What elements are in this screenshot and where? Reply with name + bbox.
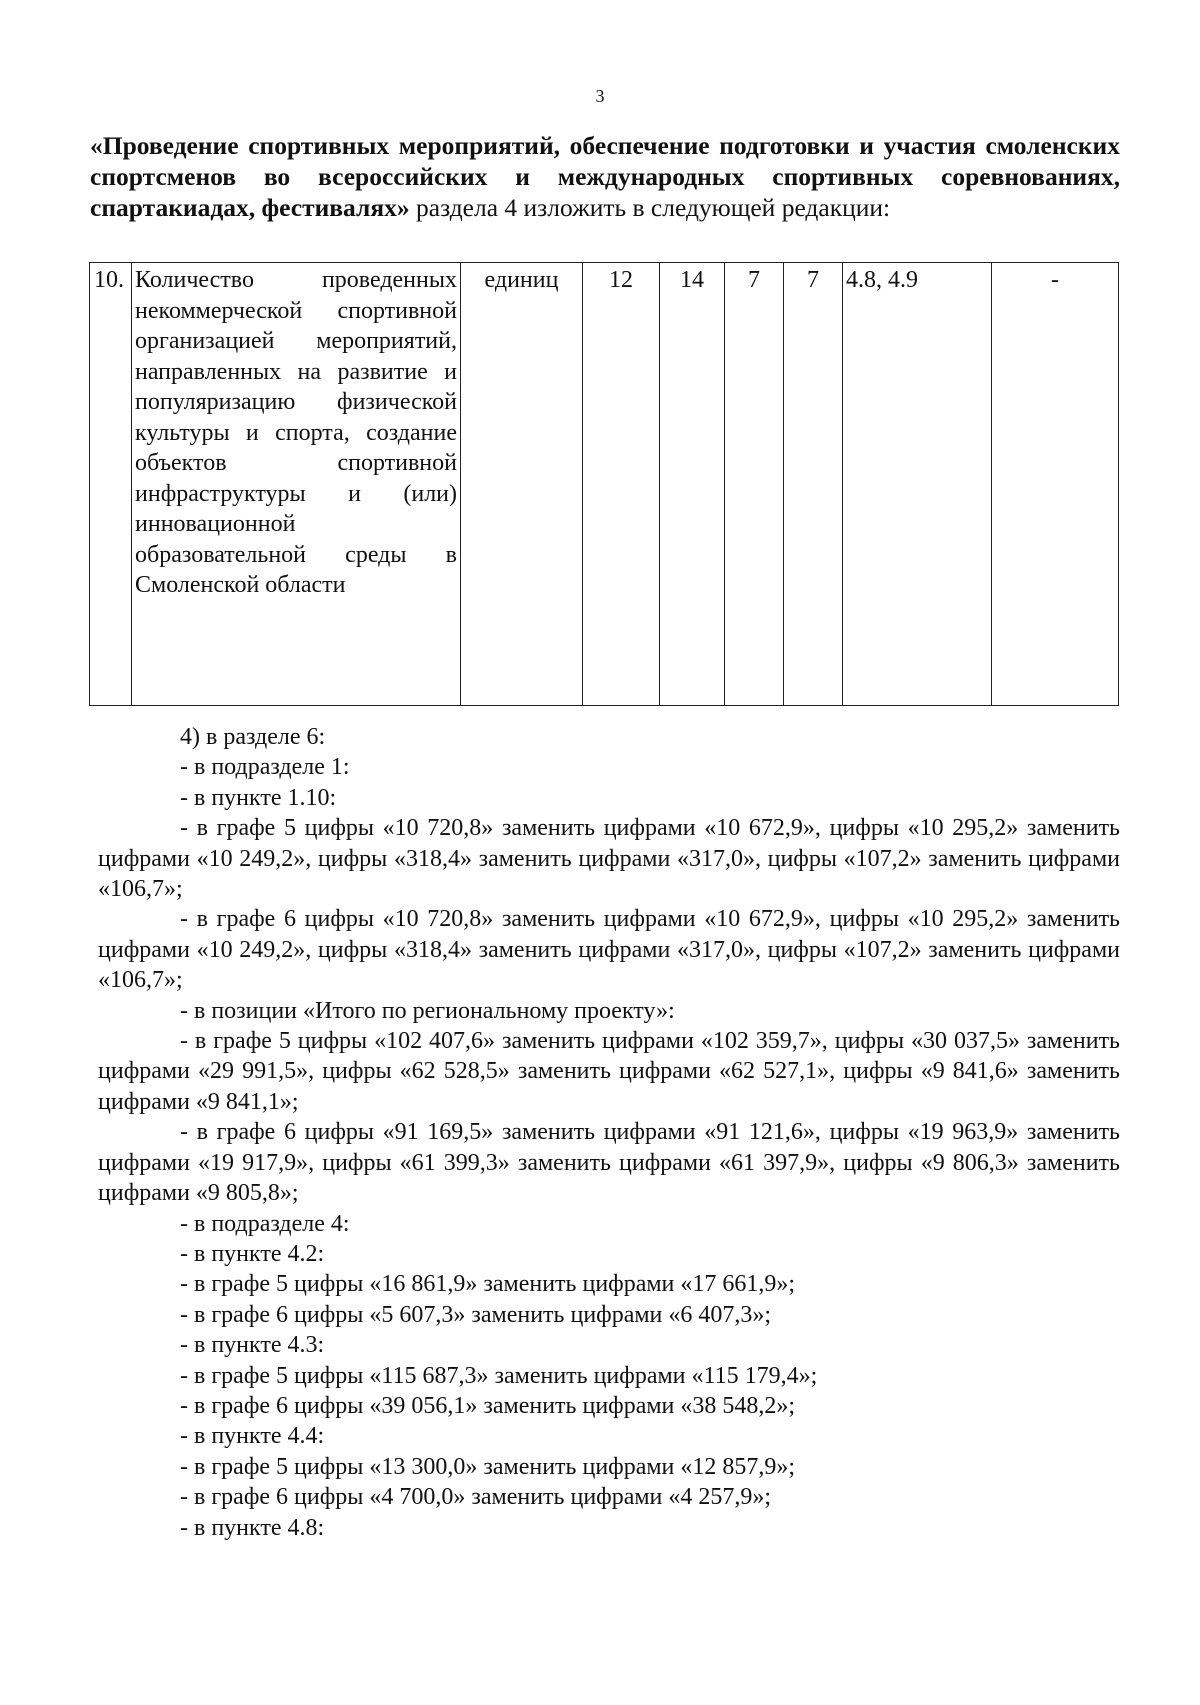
value-cell-1: 12 xyxy=(583,263,660,706)
paragraph: - в пункте 1.10: xyxy=(180,784,337,811)
paragraph: - в подразделе 4: xyxy=(180,1210,350,1237)
unit-cell: единиц xyxy=(461,263,583,706)
heading-bold-title: «Проведение спортивных мероприятий, обеспечение подготовки и участия смоленских спортсменов во всероссийских и международных спортивных соревнованиях, спартакиадах, фестивалях» xyxy=(90,131,1120,222)
row-number: 10. xyxy=(90,263,132,706)
paragraph: - в пункте 4.4: xyxy=(180,1423,325,1450)
page-number: 3 xyxy=(595,86,605,106)
value-cell-2: 14 xyxy=(660,263,725,706)
paragraph: - в пункте 4.8: xyxy=(180,1514,325,1541)
paragraph: 4) в разделе 6: xyxy=(180,724,326,750)
paragraph: - в графе 6 цифры «39 056,1» заменить цифрами «38 548,2»; xyxy=(180,1392,796,1419)
indicator-name: Количество проведенных некоммерческой спортивной организацией мероприятий, направленных на развитие и популяризацию физической культуры и спорта, создание объектов спортивной инфраструктуры и (или) инновационной образовательной среды в Смоленской области xyxy=(132,263,461,706)
value-cell-4: 7 xyxy=(784,263,843,706)
paragraph: - в графе 6 цифры «4 700,0» заменить цифрами «4 257,9»; xyxy=(180,1484,772,1511)
paragraph: - в графе 5 цифры «13 300,0» заменить цифрами «12 857,9»; xyxy=(180,1453,796,1480)
paragraph: - в графе 5 цифры «102 407,6» заменить цифрами «102 359,7», цифры «30 037,5» заменить цифрами «29 991,5», цифры «62 528,5» заменить цифрами «62 527,1», цифры «9 841,6» заменить цифрами «9 841,1»; xyxy=(98,1028,1120,1115)
paragraph: - в графе 5 цифры «115 687,3» заменить цифрами «115 179,4»; xyxy=(180,1362,818,1389)
paragraph: - в графе 6 цифры «10 720,8» заменить цифрами «10 672,9», цифры «10 295,2» заменить цифрами «10 249,2», цифры «318,4» заменить цифрами «317,0», цифры «107,2» заменить цифрами «106,7»; xyxy=(98,906,1120,994)
paragraph: - в графе 5 цифры «16 861,9» заменить цифрами «17 661,9»; xyxy=(180,1271,796,1298)
paragraph: - в графе 6 цифры «5 607,3» заменить цифрами «6 407,3»; xyxy=(180,1301,772,1328)
paragraph: - в графе 6 цифры «91 169,5» заменить цифрами «91 121,6», цифры «19 963,9» заменить цифрами «19 917,9», цифры «61 399,3» заменить цифрами «61 397,9», цифры «9 806,3» заменить цифрами «9 805,8»; xyxy=(98,1119,1120,1207)
paragraph: - в позиции «Итого по региональному проекту»: xyxy=(180,997,675,1024)
heading-instruction: раздела 4 изложить в следующей редакции: xyxy=(409,193,891,222)
refs-cell: 4.8, 4.9 xyxy=(843,263,992,706)
paragraph: - в подразделе 1: xyxy=(180,754,350,781)
amendments-text xyxy=(98,722,1120,1543)
paragraph: - в пункте 4.2: xyxy=(180,1240,325,1267)
section-heading xyxy=(90,130,1120,223)
indicator-table xyxy=(89,262,1119,706)
value-cell-3: 7 xyxy=(725,263,784,706)
table-row xyxy=(90,263,1119,706)
paragraph: - в графе 5 цифры «10 720,8» заменить цифрами «10 672,9», цифры «10 295,2» заменить цифрами «10 249,2», цифры «318,4» заменить цифрами «317,0», цифры «107,2» заменить цифрами «106,7»; xyxy=(98,815,1120,903)
note-cell: - xyxy=(992,263,1119,706)
paragraph: - в пункте 4.3: xyxy=(180,1332,325,1359)
